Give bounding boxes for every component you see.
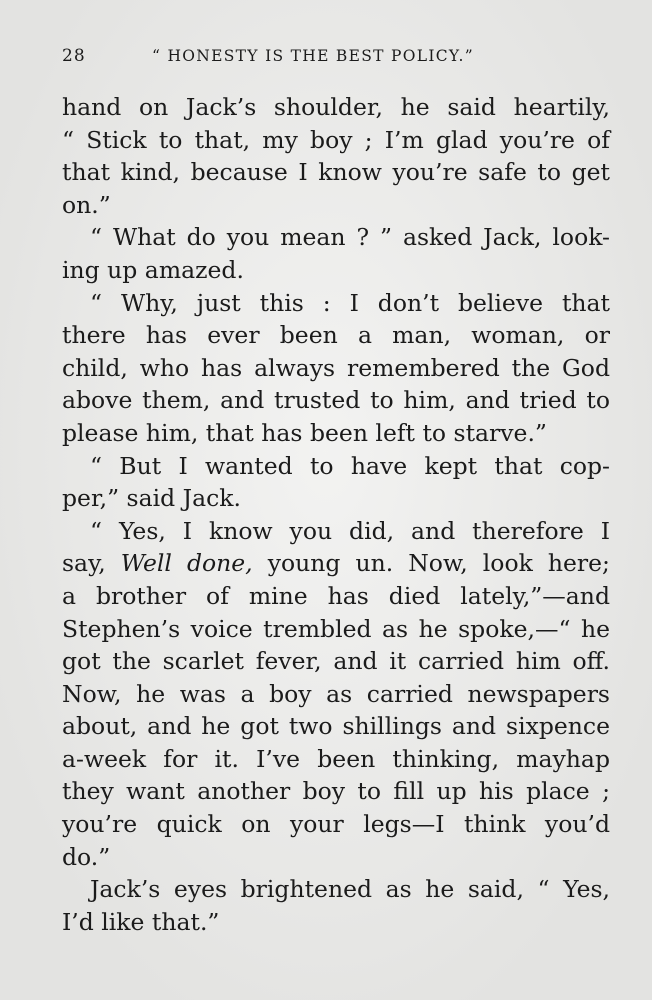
text-line: please him, that has been left to starve.” — [62, 418, 547, 447]
text-line: Now, he was a boy as carried newspapers — [62, 679, 610, 708]
text-line: that kind, because I know you’re safe to get — [62, 158, 610, 187]
text-segment: say, — [62, 549, 121, 578]
text-line: there has ever been a man, woman, or — [62, 321, 610, 350]
text-line: a-week for it. I’ve been thinking, mayhap — [62, 744, 610, 773]
text-line: “ But I wanted to have kept that cop- — [90, 451, 610, 480]
page-number: 28 — [62, 46, 86, 66]
text-line: on.” — [62, 190, 111, 219]
page-header — [62, 46, 610, 72]
text-line: they want another boy to fill up his place ; — [62, 777, 610, 806]
text-line: child, who has always remembered the God — [62, 353, 610, 382]
text-line: got the scarlet fever, and it carried him off. — [62, 647, 610, 676]
text-line: Stephen’s voice trembled as he spoke,—“ he — [62, 614, 610, 643]
text-line: “ Stick to that, my boy ; I’m glad you’re of — [62, 125, 610, 154]
italic-phrase: Well done, — [120, 549, 253, 578]
text-line: Jack’s eyes brightened as he said, “ Yes, — [90, 875, 610, 904]
text-segment: young un. Now, look here; — [252, 549, 610, 578]
text-line — [62, 547, 610, 580]
text-line: hand on Jack’s shoulder, he said heartily, — [62, 93, 610, 121]
text-line: ing up amazed. — [62, 255, 244, 284]
text-line: a brother of mine has died lately,”—and — [62, 581, 610, 610]
text-line: about, and he got two shillings and sixpence — [62, 712, 610, 741]
text-line: above them, and trusted to him, and tried to — [62, 386, 610, 415]
text-line: I’d like that.” — [62, 907, 220, 936]
body-text — [62, 91, 610, 938]
running-head: “ HONESTY IS THE BEST POLICY.” — [152, 47, 474, 65]
text-line: per,” said Jack. — [62, 484, 241, 513]
text-line: do.” — [62, 842, 111, 871]
text-line: “ What do you mean ? ” asked Jack, look- — [90, 223, 610, 252]
text-line: you’re quick on your legs—I think you’d — [62, 810, 610, 839]
text-line: “ Yes, I know you did, and therefore I — [90, 516, 610, 545]
text-line: “ Why, just this : I don’t believe that — [90, 288, 610, 317]
